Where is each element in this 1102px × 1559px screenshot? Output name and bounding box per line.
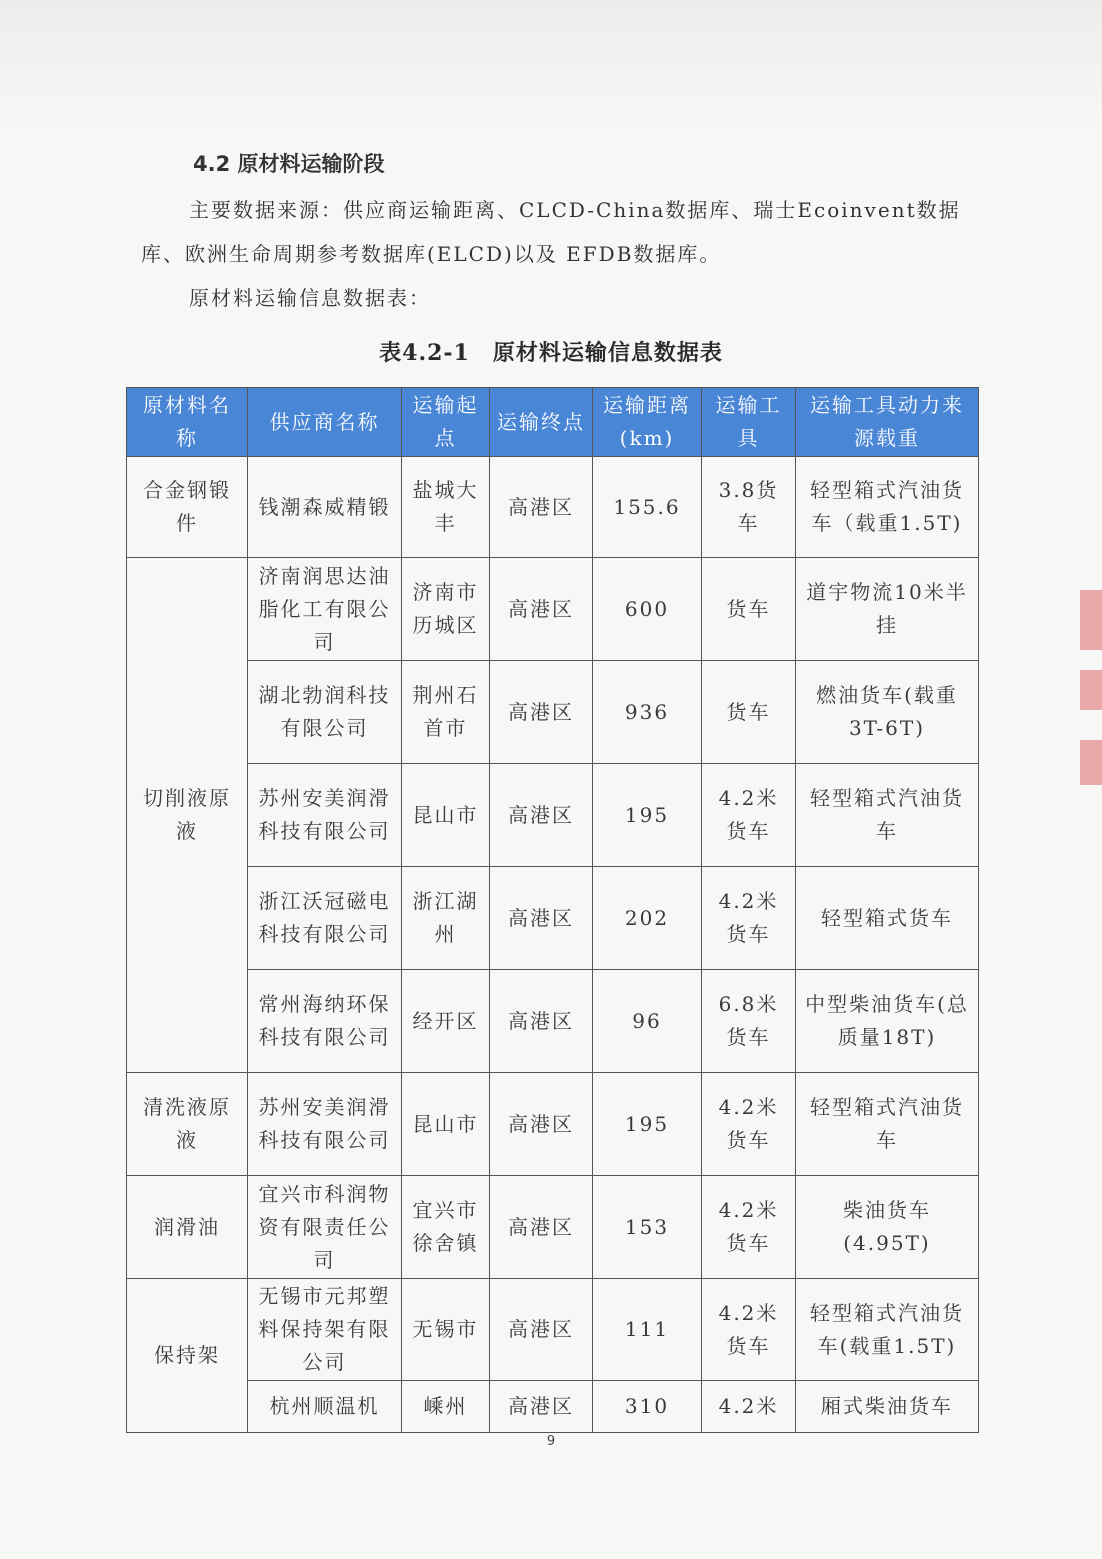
destination-cell: 高港区	[490, 1381, 593, 1433]
vehicle-cell: 4.2米货车	[702, 764, 796, 867]
vehicle-cell: 6.8米货车	[702, 970, 796, 1073]
origin-cell: 昆山市	[402, 764, 490, 867]
supplier-cell: 苏州安美润滑科技有限公司	[248, 764, 402, 867]
table-row	[127, 867, 979, 970]
header-destination: 运输终点	[490, 388, 593, 457]
origin-cell: 无锡市	[402, 1279, 490, 1381]
table-header-row	[127, 388, 979, 457]
supplier-cell: 浙江沃冠磁电科技有限公司	[248, 867, 402, 970]
origin-cell: 济南市历城区	[402, 558, 490, 661]
header-distance: 运输距离(km)	[593, 388, 702, 457]
page-number: 9	[546, 1434, 556, 1449]
material-cell: 保持架	[127, 1279, 248, 1433]
vehicle-cell: 3.8货车	[702, 457, 796, 558]
supplier-cell: 常州海纳环保科技有限公司	[248, 970, 402, 1073]
material-cell: 合金钢锻件	[127, 457, 248, 558]
destination-cell: 高港区	[490, 661, 593, 764]
stamp-edge-mark	[1080, 740, 1102, 785]
power-cell: 燃油货车(载重3T-6T)	[796, 661, 979, 764]
destination-cell: 高港区	[490, 867, 593, 970]
origin-cell: 荆州石首市	[402, 661, 490, 764]
origin-cell: 浙江湖州	[402, 867, 490, 970]
table-row	[127, 970, 979, 1073]
supplier-cell: 杭州顺温机	[248, 1381, 402, 1433]
power-cell: 轻型箱式汽油货车（载重1.5T)	[796, 457, 979, 558]
destination-cell: 高港区	[490, 1176, 593, 1279]
vehicle-cell: 4.2米货车	[702, 1176, 796, 1279]
header-origin: 运输起点	[402, 388, 490, 457]
origin-cell: 盐城大丰	[402, 457, 490, 558]
destination-cell: 高港区	[490, 558, 593, 661]
supplier-cell: 宜兴市科润物资有限责任公司	[248, 1176, 402, 1279]
vehicle-cell: 4.2米货车	[702, 1073, 796, 1176]
table-caption: 表4.2-1 原材料运输信息数据表	[379, 340, 723, 366]
distance-cell: 195	[593, 1073, 702, 1176]
header-material: 原材料名称	[127, 388, 248, 457]
material-cell: 切削液原液	[127, 558, 248, 1073]
transport-data-table	[126, 387, 979, 1433]
table-row	[127, 1279, 979, 1381]
section-heading: 4.2 原材料运输阶段	[193, 152, 385, 176]
vehicle-cell: 4.2米货车	[702, 1279, 796, 1381]
destination-cell: 高港区	[490, 457, 593, 558]
destination-cell: 高港区	[490, 1279, 593, 1381]
power-cell: 轻型箱式货车	[796, 867, 979, 970]
destination-cell: 高港区	[490, 1073, 593, 1176]
distance-cell: 195	[593, 764, 702, 867]
destination-cell: 高港区	[490, 764, 593, 867]
supplier-cell: 济南润思达油脂化工有限公司	[248, 558, 402, 661]
table-row	[127, 558, 979, 661]
distance-cell: 153	[593, 1176, 702, 1279]
data-sources-paragraph	[141, 188, 969, 276]
stamp-edge-mark	[1080, 590, 1102, 650]
power-cell: 轻型箱式汽油货车(载重1.5T)	[796, 1279, 979, 1381]
power-cell: 中型柴油货车(总质量18T)	[796, 970, 979, 1073]
distance-cell: 96	[593, 970, 702, 1073]
vehicle-cell: 4.2米货车	[702, 867, 796, 970]
distance-cell: 202	[593, 867, 702, 970]
material-cell: 润滑油	[127, 1176, 248, 1279]
header-supplier: 供应商名称	[248, 388, 402, 457]
table-row	[127, 1381, 979, 1433]
table-row	[127, 1176, 979, 1279]
vehicle-cell: 货车	[702, 558, 796, 661]
supplier-cell: 湖北勃润科技有限公司	[248, 661, 402, 764]
stamp-edge-mark	[1080, 670, 1102, 710]
vehicle-cell: 货车	[702, 661, 796, 764]
power-cell: 轻型箱式汽油货车	[796, 764, 979, 867]
material-cell: 清洗液原液	[127, 1073, 248, 1176]
destination-cell: 高港区	[490, 970, 593, 1073]
distance-cell: 111	[593, 1279, 702, 1381]
table-row	[127, 1073, 979, 1176]
power-cell: 轻型箱式汽油货车	[796, 1073, 979, 1176]
vehicle-cell: 4.2米	[702, 1381, 796, 1433]
distance-cell: 936	[593, 661, 702, 764]
origin-cell: 昆山市	[402, 1073, 490, 1176]
data-sources-text: 主要数据来源：供应商运输距离、CLCD-China数据库、瑞士Ecoinvent数据库、欧洲生命周期参考数据库(ELCD)以及 EFDB数据库。	[141, 198, 961, 266]
power-cell: 柴油货车(4.95T)	[796, 1176, 979, 1279]
table-intro-paragraph: 原材料运输信息数据表：	[189, 286, 431, 310]
table-row	[127, 764, 979, 867]
origin-cell: 宜兴市徐舍镇	[402, 1176, 490, 1279]
supplier-cell: 钱潮森威精锻	[248, 457, 402, 558]
supplier-cell: 无锡市元邦塑料保持架有限公司	[248, 1279, 402, 1381]
header-power: 运输工具动力来源载重	[796, 388, 979, 457]
distance-cell: 310	[593, 1381, 702, 1433]
supplier-cell: 苏州安美润滑科技有限公司	[248, 1073, 402, 1176]
distance-cell: 155.6	[593, 457, 702, 558]
power-cell: 厢式柴油货车	[796, 1381, 979, 1433]
origin-cell: 经开区	[402, 970, 490, 1073]
scan-shadow	[0, 0, 1102, 135]
origin-cell: 嵊州	[402, 1381, 490, 1433]
distance-cell: 600	[593, 558, 702, 661]
header-vehicle: 运输工具	[702, 388, 796, 457]
table-row	[127, 661, 979, 764]
power-cell: 道宇物流10米半挂	[796, 558, 979, 661]
table-row	[127, 457, 979, 558]
